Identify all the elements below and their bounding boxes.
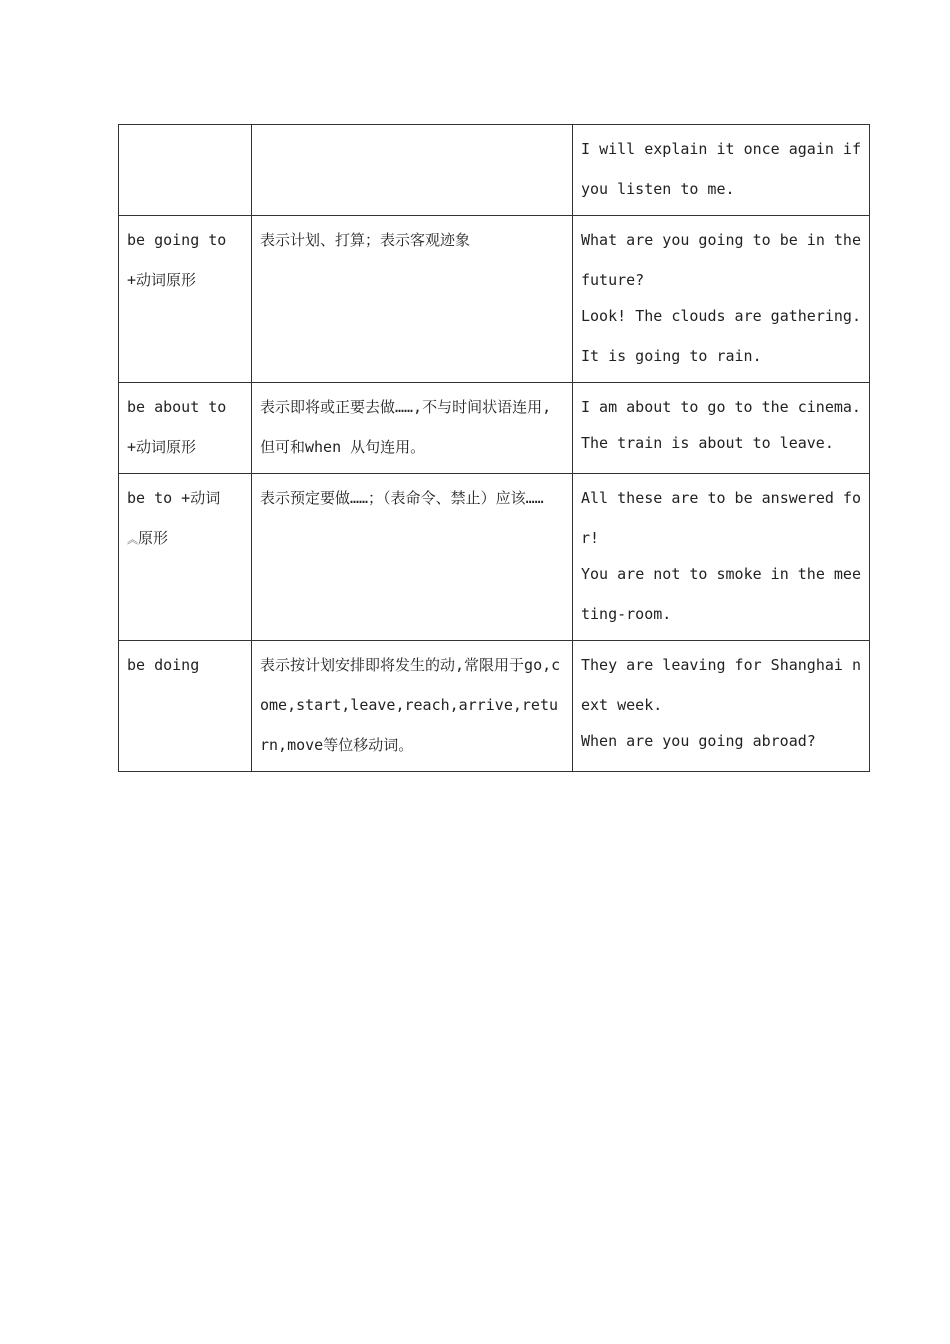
- meaning-cell: 表示即将或正要去做……,不与时间状语连用, 但可和when 从句连用。: [252, 383, 573, 474]
- structure-cell: be going to +动词原形: [119, 216, 252, 383]
- structure-text: be to +动词: [127, 489, 221, 507]
- table-row: [119, 383, 870, 474]
- table-row: [119, 125, 870, 216]
- table-row: [119, 474, 870, 641]
- example-sentence: What are you going to be in the future?: [581, 231, 861, 289]
- structure-cell: [119, 474, 252, 641]
- example-sentence: Look! The clouds are gathering.It is going to rain.: [581, 307, 861, 365]
- example-sentence: I will explain it once again if you listen to me.: [581, 140, 861, 198]
- example-cell: [573, 383, 870, 474]
- table-row: [119, 641, 870, 772]
- table-row: [119, 216, 870, 383]
- example-sentence: I am about to go to the cinema.: [581, 398, 861, 416]
- meaning-cell: [252, 125, 573, 216]
- example-cell: [573, 474, 870, 641]
- example-sentence: You are not to smoke in the meeting-room.: [581, 565, 861, 623]
- structure-cell: be about to +动词原形: [119, 383, 252, 474]
- meaning-cell: 表示计划、打算；表示客观迹象: [252, 216, 573, 383]
- structure-cell: [119, 125, 252, 216]
- example-cell: [573, 125, 870, 216]
- grammar-table: [118, 124, 870, 772]
- example-cell: [573, 641, 870, 772]
- example-sentence: All these are to be answered for!: [581, 489, 861, 547]
- structure-cell: be doing: [119, 641, 252, 772]
- caret-mark-icon: ︽: [127, 533, 138, 546]
- meaning-cell: 表示预定要做……；（表命令、禁止）应该……: [252, 474, 573, 641]
- structure-text-tail: 原形: [138, 529, 169, 547]
- example-sentence: When are you going abroad?: [581, 732, 816, 750]
- example-cell: [573, 216, 870, 383]
- example-sentence: They are leaving for Shanghai next week.: [581, 656, 861, 714]
- meaning-cell: 表示按计划安排即将发生的动,常限用于go,come,start,leave,reach,arrive,return,move等位移动词。: [252, 641, 573, 772]
- example-sentence: The train is about to leave.: [581, 434, 834, 452]
